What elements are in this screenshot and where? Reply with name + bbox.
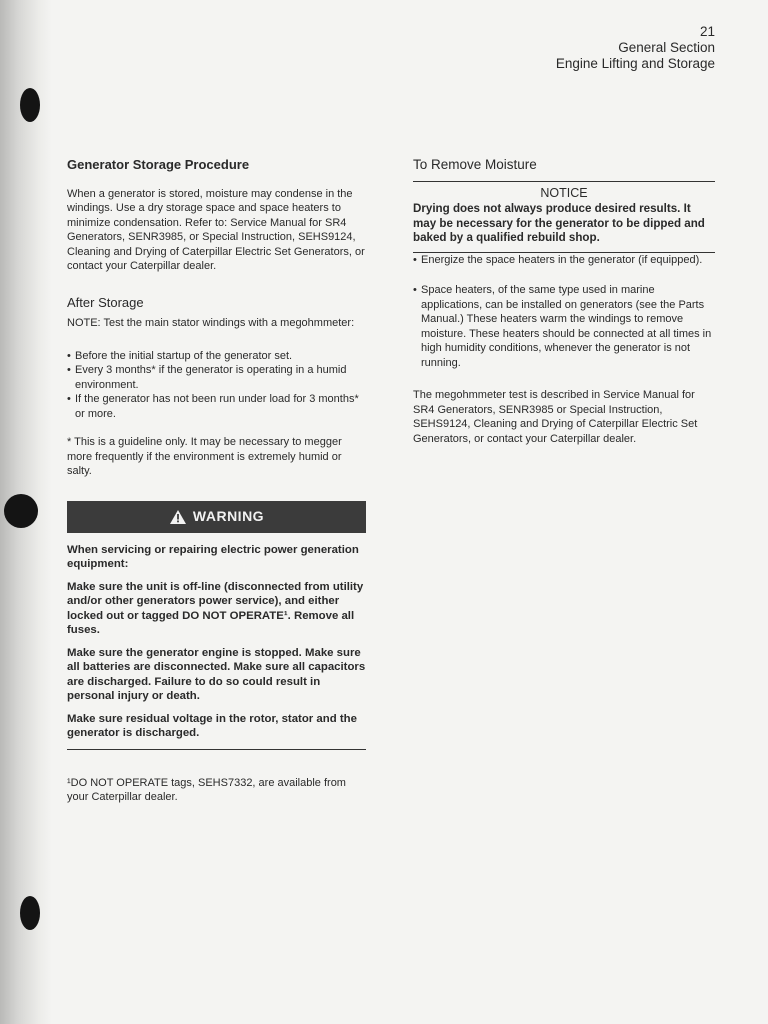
list-item: • Before the initial startup of the generator set. [67,349,293,362]
section-title: General Section [618,40,715,55]
bullet-dot: • [67,364,71,376]
notice-text: Drying does not always produce desired results. It may be necessary for the generator to be dipped and baked by a qualified rebuild shop. [413,202,705,244]
subsection-title: Engine Lifting and Storage [555,56,715,71]
bullet-dot: • [413,253,417,266]
moisture-list [413,253,715,371]
warning-body [67,543,366,741]
warning-paragraph: Make sure the unit is off-line (disconnected from utility and/or other generators power service), and either locked out or tagged DO NOT OPERATE¹. Remove all fuses. [67,580,364,636]
warning-paragraph: Make sure residual voltage in the rotor, stator and the generator is discharged. [67,712,357,739]
notice-top-rule [413,181,715,182]
bullet-dot: • [67,349,71,362]
after-storage-list [67,349,366,422]
guideline-note: * This is a guideline only. It may be necessary to megger more frequently if the environment is extremely humid or salty. [67,436,342,477]
right-column [413,158,715,446]
storage-procedure-heading: Generator Storage Procedure [67,157,250,172]
warning-banner [67,501,366,533]
list-item: • Every 3 months* if the generator is operating in a humid environment. [67,364,347,391]
note-text: NOTE: Test the main stator windings with a megohmmeter: [67,317,355,329]
list-item: • Energize the space heaters in the generator (if equipped). [413,253,703,266]
list-item: • Space heaters, of the same type used in marine applications, can be installed on generators (see the Parts Manual.) These heaters warm the windings to remove moisture. These heaters should be connected at all times in high humidity conditions, whenever the generator is not running. [413,284,712,369]
notice-label: NOTICE [540,185,588,200]
bullet-dot: • [67,393,71,405]
page-number: 21 [699,24,715,39]
storage-paragraph: When a generator is stored, moisture may condense in the windings. Use a dry storage space and space heaters to minimize condensation. Refer to: Service Manual for SR4 Generators, SENR3985, or Special Instruction, SEHS9124, Cleaning and Drying of Caterpillar Electric Set Generators, or contact your Caterpillar dealer. [67,187,365,272]
left-column [67,158,366,805]
binder-hole [20,88,40,122]
warning-bottom-rule [67,749,366,750]
after-storage-heading: After Storage [67,294,144,310]
remove-moisture-heading: To Remove Moisture [413,157,537,172]
warning-paragraph: When servicing or repairing electric power generation equipment: [67,543,359,570]
page-header [556,24,715,72]
megohmmeter-paragraph: The megohmmeter test is described in Service Manual for SR4 Generators, SENR3985 or Special Instruction, SEHS9124, Cleaning and Drying of Caterpillar Electric Set Generators, or contact your Caterpillar dealer. [413,389,698,445]
warning-label: WARNING [192,508,265,525]
binder-hole [20,896,40,930]
footnote: ¹DO NOT OPERATE tags, SEHS7332, are available from your Caterpillar dealer. [67,776,346,803]
warning-triangle-icon [169,509,187,525]
list-item: • If the generator has not been run under load for 3 months* or more. [67,393,359,420]
binder-hole [4,494,38,528]
bullet-dot: • [413,284,417,296]
warning-paragraph: Make sure the generator engine is stopped. Make sure all batteries are disconnected. Make sure all capacitors are discharged. Failure to do so could result in personal injury or death. [67,646,366,702]
